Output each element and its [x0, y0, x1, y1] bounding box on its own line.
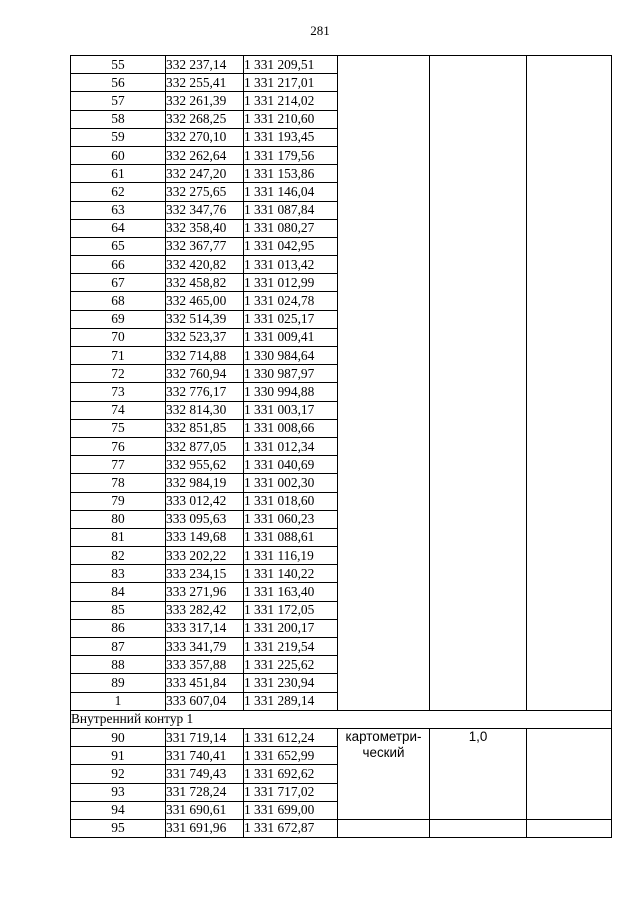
coord-x: 331 740,41 — [166, 747, 244, 765]
accuracy-cell: 1,0 — [430, 728, 527, 819]
point-number: 63 — [71, 201, 166, 219]
coord-x: 333 095,63 — [166, 510, 244, 528]
coord-y: 1 331 080,27 — [244, 219, 338, 237]
point-number: 67 — [71, 274, 166, 292]
coordinates-table — [70, 55, 612, 838]
point-number: 62 — [71, 183, 166, 201]
point-number: 59 — [71, 128, 166, 146]
point-number: 78 — [71, 474, 166, 492]
method-cell-last — [338, 819, 430, 837]
coord-x: 332 358,40 — [166, 219, 244, 237]
point-number: 86 — [71, 619, 166, 637]
coord-x: 333 234,15 — [166, 565, 244, 583]
coord-x: 333 341,79 — [166, 638, 244, 656]
coord-y: 1 330 994,88 — [244, 383, 338, 401]
coord-x: 332 261,39 — [166, 92, 244, 110]
point-number: 65 — [71, 237, 166, 255]
table-row — [71, 56, 612, 74]
coord-y: 1 331 012,34 — [244, 437, 338, 455]
coord-x: 332 237,14 — [166, 56, 244, 74]
coord-y: 1 331 088,61 — [244, 528, 338, 546]
point-number: 91 — [71, 747, 166, 765]
coord-x: 332 814,30 — [166, 401, 244, 419]
description-cell — [527, 728, 612, 819]
point-number: 90 — [71, 728, 166, 746]
inner-contour-rows — [71, 728, 612, 837]
point-number: 84 — [71, 583, 166, 601]
coord-y: 1 331 003,17 — [244, 401, 338, 419]
description-cell-last — [527, 819, 612, 837]
coord-y: 1 331 612,24 — [244, 728, 338, 746]
point-number: 60 — [71, 146, 166, 164]
coord-x: 332 851,85 — [166, 419, 244, 437]
point-number: 77 — [71, 456, 166, 474]
coord-x: 333 607,04 — [166, 692, 244, 710]
point-number: 87 — [71, 638, 166, 656]
accuracy-cell-last — [430, 819, 527, 837]
point-number: 80 — [71, 510, 166, 528]
point-number: 95 — [71, 819, 166, 837]
point-number: 64 — [71, 219, 166, 237]
coord-x: 332 514,39 — [166, 310, 244, 328]
coord-x: 332 714,88 — [166, 347, 244, 365]
coord-y: 1 331 672,87 — [244, 819, 338, 837]
coord-y: 1 331 024,78 — [244, 292, 338, 310]
coord-x: 332 955,62 — [166, 456, 244, 474]
coord-y: 1 331 230,94 — [244, 674, 338, 692]
coord-x: 332 776,17 — [166, 383, 244, 401]
coord-y: 1 331 116,19 — [244, 547, 338, 565]
point-number: 82 — [71, 547, 166, 565]
method-cell — [338, 728, 430, 819]
point-number: 92 — [71, 765, 166, 783]
coord-x: 331 691,96 — [166, 819, 244, 837]
coord-y: 1 331 018,60 — [244, 492, 338, 510]
method-text: картометри- ческий — [345, 728, 422, 760]
coord-x: 333 317,14 — [166, 619, 244, 637]
coord-y: 1 331 179,56 — [244, 146, 338, 164]
point-number: 69 — [71, 310, 166, 328]
accuracy-cell — [430, 56, 527, 711]
table-row — [71, 819, 612, 837]
coord-x: 333 202,22 — [166, 547, 244, 565]
point-number: 74 — [71, 401, 166, 419]
point-number: 76 — [71, 437, 166, 455]
coord-y: 1 331 163,40 — [244, 583, 338, 601]
coord-y: 1 331 692,62 — [244, 765, 338, 783]
coord-x: 332 458,82 — [166, 274, 244, 292]
coord-x: 333 149,68 — [166, 528, 244, 546]
coord-y: 1 331 193,45 — [244, 128, 338, 146]
coord-x: 333 271,96 — [166, 583, 244, 601]
section-label: Внутренний контур 1 — [71, 710, 612, 728]
point-number: 68 — [71, 292, 166, 310]
point-number: 73 — [71, 383, 166, 401]
coord-x: 332 367,77 — [166, 237, 244, 255]
coord-y: 1 331 652,99 — [244, 747, 338, 765]
point-number: 72 — [71, 365, 166, 383]
coord-x: 332 984,19 — [166, 474, 244, 492]
point-number: 89 — [71, 674, 166, 692]
coord-x: 333 451,84 — [166, 674, 244, 692]
coord-y: 1 331 002,30 — [244, 474, 338, 492]
point-number: 81 — [71, 528, 166, 546]
coord-y: 1 331 146,04 — [244, 183, 338, 201]
point-number: 57 — [71, 92, 166, 110]
coord-y: 1 331 153,86 — [244, 165, 338, 183]
method-cell — [338, 56, 430, 711]
coord-x: 332 255,41 — [166, 74, 244, 92]
coord-y: 1 331 214,02 — [244, 92, 338, 110]
point-number: 85 — [71, 601, 166, 619]
coord-x: 332 877,05 — [166, 437, 244, 455]
page-number: 281 — [310, 23, 330, 38]
coord-y: 1 331 040,69 — [244, 456, 338, 474]
point-number: 94 — [71, 801, 166, 819]
coord-x: 332 523,37 — [166, 328, 244, 346]
coord-x: 332 247,20 — [166, 165, 244, 183]
coord-x: 332 268,25 — [166, 110, 244, 128]
coord-x: 332 262,64 — [166, 146, 244, 164]
point-number: 55 — [71, 56, 166, 74]
point-number: 70 — [71, 328, 166, 346]
coord-y: 1 331 289,14 — [244, 692, 338, 710]
description-cell — [527, 56, 612, 711]
point-number: 71 — [71, 347, 166, 365]
point-number: 61 — [71, 165, 166, 183]
coord-y: 1 331 025,17 — [244, 310, 338, 328]
point-number: 93 — [71, 783, 166, 801]
coord-x: 332 465,00 — [166, 292, 244, 310]
point-number: 58 — [71, 110, 166, 128]
coord-x: 332 760,94 — [166, 365, 244, 383]
coord-y: 1 331 699,00 — [244, 801, 338, 819]
coord-y: 1 331 008,66 — [244, 419, 338, 437]
coord-x: 333 357,88 — [166, 656, 244, 674]
section-header — [71, 710, 612, 728]
coord-y: 1 331 225,62 — [244, 656, 338, 674]
coord-y: 1 331 087,84 — [244, 201, 338, 219]
coord-x: 332 420,82 — [166, 256, 244, 274]
coord-y: 1 331 042,95 — [244, 237, 338, 255]
coord-x: 331 719,14 — [166, 728, 244, 746]
coord-y: 1 331 717,02 — [244, 783, 338, 801]
coord-y: 1 331 009,41 — [244, 328, 338, 346]
coord-y: 1 331 217,01 — [244, 74, 338, 92]
point-number: 79 — [71, 492, 166, 510]
coord-x: 332 347,76 — [166, 201, 244, 219]
coord-x: 332 275,65 — [166, 183, 244, 201]
coord-y: 1 331 210,60 — [244, 110, 338, 128]
coord-x: 331 690,61 — [166, 801, 244, 819]
coord-y: 1 331 219,54 — [244, 638, 338, 656]
coord-y: 1 331 200,17 — [244, 619, 338, 637]
point-number: 83 — [71, 565, 166, 583]
point-number: 1 — [71, 692, 166, 710]
coord-y: 1 331 012,99 — [244, 274, 338, 292]
coord-y: 1 331 013,42 — [244, 256, 338, 274]
coord-y: 1 331 209,51 — [244, 56, 338, 74]
outer-contour-rows — [71, 56, 612, 711]
coord-x: 332 270,10 — [166, 128, 244, 146]
point-number: 56 — [71, 74, 166, 92]
point-number: 75 — [71, 419, 166, 437]
table-row — [71, 728, 612, 746]
point-number: 66 — [71, 256, 166, 274]
coord-x: 331 749,43 — [166, 765, 244, 783]
coord-x: 333 012,42 — [166, 492, 244, 510]
coord-x: 331 728,24 — [166, 783, 244, 801]
coord-y: 1 331 140,22 — [244, 565, 338, 583]
point-number: 88 — [71, 656, 166, 674]
coord-y: 1 331 172,05 — [244, 601, 338, 619]
coord-y: 1 331 060,23 — [244, 510, 338, 528]
coord-x: 333 282,42 — [166, 601, 244, 619]
coord-y: 1 330 987,97 — [244, 365, 338, 383]
coord-y: 1 330 984,64 — [244, 347, 338, 365]
section-row — [71, 710, 612, 728]
